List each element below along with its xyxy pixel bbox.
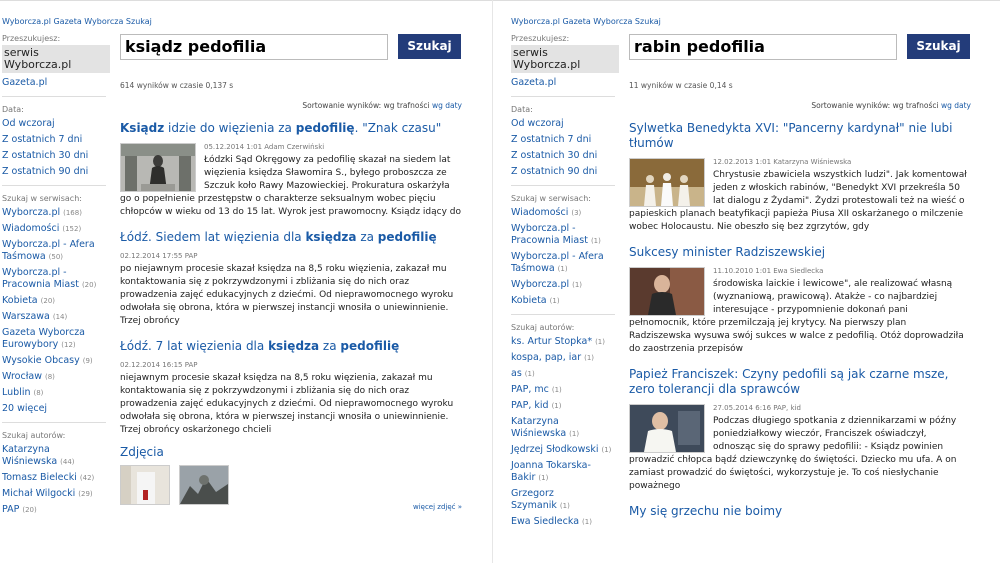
service-name: Gazeta Wyborcza Eurowybory [2,327,85,350]
author-count: (1) [601,446,612,454]
title-text: za [319,339,341,353]
service-count: (3) [571,209,582,217]
service-filter[interactable] [2,311,106,323]
result-snippet: po niejawnym procesie skazał księdza na 8,5 roku więzienia, zakazał mu kontaktowania się z pokrzywdzonymi i zbliżania się do nich oraz prowadzenia zajęć edukacyjnych z dziećmi. Od nieprawomocnego wyroku odwołała się obrona, która w pierwszej instancji wnosiła o uniewinnienie. Trzej obrońcy [120,264,454,326]
current-service: serwis Wyborcza.pl [511,45,619,73]
service-count: (20) [40,297,56,305]
service-filter[interactable] [2,387,106,399]
service-filter[interactable] [2,267,106,291]
services-label: Szukaj w serwisach: [2,194,82,203]
author-name: Ewa Siedlecka [511,516,580,527]
author-count: (1) [551,386,562,394]
service-count: (9) [82,357,93,365]
search-result [629,121,971,234]
service-name: Wyborcza.pl - Pracownia Miast [2,267,79,290]
author-filter[interactable] [511,416,615,440]
service-name: Wysokie Obcasy [2,355,80,366]
sidebar-divider [2,185,106,186]
sort-label: Sortowanie wyników: [811,101,891,110]
result-thumbnail[interactable] [629,267,705,316]
photo-thumbnail[interactable] [179,465,229,505]
result-title-link[interactable] [120,121,462,136]
service-filter[interactable] [2,371,106,383]
service-count: (8) [45,373,55,381]
search-in-label: Przeszukujesz: [2,34,61,43]
sidebar-divider [2,96,106,97]
author-filter[interactable] [511,336,615,348]
date-label: Data: [2,105,24,114]
more-photos-link[interactable]: więcej zdjęć » [412,503,462,511]
sidebar-divider [511,96,615,97]
search-bar [629,34,971,64]
result-count: 614 wyników w czasie 0,137 s [120,81,234,90]
service-filter[interactable] [2,207,106,219]
service-alt-link[interactable]: Gazeta.pl [511,77,557,88]
sort-by-relevance[interactable]: wg trafności [383,101,430,110]
title-text: . "Znak czasu" [354,121,442,135]
author-count: (1) [524,370,535,378]
search-in-label: Przeszukujesz: [511,34,570,43]
result-body [120,252,462,328]
search-button[interactable]: Szukaj [398,34,461,59]
service-count: (8) [33,389,44,397]
result-body [629,267,971,356]
left-search-panel [0,14,470,563]
service-filter[interactable] [511,251,615,275]
service-alt-link[interactable]: Gazeta.pl [2,77,48,88]
date-option[interactable]: Od wczoraj [2,118,55,129]
highlight: pedofilię [377,230,437,244]
service-count: (12) [61,341,76,349]
title-text: za [356,230,378,244]
author-count: (1) [569,430,580,438]
photo-thumbnail[interactable] [120,465,170,505]
author-filter[interactable] [2,472,106,484]
service-name: Kobieta [2,295,38,306]
author-filter-list [511,336,615,528]
panel-divider [492,0,493,563]
sort-label: Sortowanie wyników: [302,101,382,110]
service-name: Warszawa [2,311,50,322]
service-name: 20 więcej [2,403,48,414]
service-name: Kobieta [511,295,547,306]
highlight: księdza [268,339,320,353]
service-name: Wiadomości [511,207,569,218]
author-name: Michał Wilgocki [2,488,76,499]
author-count: (1) [551,402,562,410]
sort-by-relevance[interactable]: wg trafności [892,101,939,110]
author-name: as [511,368,522,379]
author-filter[interactable] [511,516,615,528]
author-count: (29) [78,490,93,498]
search-result [120,121,462,219]
service-name: Wyborcza.pl [2,207,61,218]
result-body [629,404,971,493]
search-bar [120,34,462,64]
date-filter-list [511,118,615,178]
service-count: (14) [52,313,68,321]
date-option[interactable]: Od wczoraj [511,118,564,129]
photos-heading[interactable]: Zdjęcia [120,445,164,459]
result-title-link[interactable]: Sukcesy minister Radziszewskiej [629,245,826,259]
result-meta: 05.12.2014 1:01 Adam Czerwiński [204,143,325,151]
author-count: (1) [582,518,592,526]
title-text: Łódź. Siedem lat więzienia dla [120,230,306,244]
service-name: Wyborcza.pl - Afera Taśmowa [511,251,604,274]
result-title-link[interactable]: Papież Franciszek: Czyny pedofili są jak czarne msze, zero tolerancji dla sprawców [629,367,949,396]
result-meta: 27.05.2014 6:16 PAP, kid [713,404,801,412]
result-body [120,143,462,219]
service-name: Wiadomości [2,223,60,234]
service-count: (1) [590,237,601,245]
service-count: (1) [572,281,583,289]
top-border [0,0,1000,5]
search-input[interactable]: rabin pedofilia [629,34,897,60]
search-result [629,367,971,493]
author-count: (1) [559,502,570,510]
result-body [120,361,462,437]
service-filter[interactable] [511,279,615,291]
service-filter[interactable] [2,239,106,263]
result-meta: 02.12.2014 17:55 PAP [120,252,198,260]
result-snippet: niejawnym procesie skazał księdza na 8,5 roku więzienia, zakazał mu kontaktowania się z pokrzywdzonymi i zbliżania się do nich oraz prowadzenia zajęć edukacyjnych z dziećmi. Od nieprawomocnego wyroku odwołała się obrona, która w pierwszej instancji wnosiła o uniewinnienie. Trzej obrońcy oskarżonego chcieli [120,373,454,435]
date-option[interactable]: Z ostatnich 7 dni [511,134,592,145]
service-count: (50) [48,253,64,261]
sort-by-date[interactable]: wg daty [940,101,971,110]
service-filter[interactable] [2,327,106,351]
author-name: Katarzyna Wiśniewska [511,416,567,439]
search-button[interactable]: Szukaj [907,34,970,59]
search-input[interactable]: ksiądz pedofilia [120,34,388,60]
left-results [120,14,462,511]
result-meta: 02.12.2014 16:15 PAP [120,361,198,369]
sidebar-divider [511,185,615,186]
result-snippet: Podczas długiego spotkania z dziennikarzami w późny poniedziałkowy wieczór, Franciszek oświadczył, odnosząc się do sprawy pedofilii: - Ksiądz powinien prowadzić chłopca bądź dziewczynkę do świętości. Dziecko mu ufa. A on zamiast prowadzić do świętości, wykorzystuje je. To coś niesłychanie poważnego [629,416,957,491]
service-name: Wyborcza.pl - Afera Taśmowa [2,239,95,262]
date-option[interactable]: Z ostatnich 7 dni [2,134,83,145]
right-results [629,14,971,519]
title-text: Łódź. 7 lat więzienia dla [120,339,269,353]
author-name: PAP [2,504,20,515]
search-result [629,245,971,356]
result-snippet: Łódzki Sąd Okręgowy za pedofilię skazał na siedem lat więzienia księdza Sławomira S., byłego proboszcza ze Szczuk koło Rawy Mazowieckiej. Prokuratura oskarżyła go o popełnienie przestępstw o charakterze seksualnym wobec pięciu chłopców w wieku od 13 do 15 lat. Wyrok jest prawomocny. Ksiądz idący do [120,155,462,217]
current-service: serwis Wyborcza.pl [2,45,110,73]
service-filter[interactable] [2,295,106,307]
author-name: Tomasz Bielecki [2,472,77,483]
author-filter[interactable] [511,400,615,412]
sidebar-divider [511,314,615,315]
date-option[interactable]: Z ostatnich 30 dni [511,150,598,161]
author-filter[interactable] [511,444,615,456]
authors-label: Szukaj autorów: [511,323,575,332]
author-filter[interactable] [511,368,615,380]
result-snippet: Chrystusie zbawiciela wszystkich ludzi". Jak komentował jeden z włoskich rabinów, "Benedykt XVI przekreśla 50 lat dialogu z Żydami". Żydzi protestowali też na wieść o papieskich planach beatyfikacji papieża Piusa XII oskarżanego o milczenie wobec Holocaustu. Nie obeszło się bez zgrzytów, gdy [629,170,967,232]
service-count: (20) [81,281,97,289]
service-filter[interactable] [2,355,106,367]
result-meta: 12.02.2013 1:01 Katarzyna Wiśniewska [713,158,852,166]
date-label: Data: [511,105,533,114]
author-name: Katarzyna Wiśniewska [2,444,58,467]
result-body [629,158,971,234]
author-name: Grzegorz Szymanik [511,488,557,511]
authors-label: Szukaj autorów: [2,431,66,440]
highlight: księdza [305,230,357,244]
search-result [120,230,462,328]
sidebar-divider [2,422,106,423]
breadcrumb[interactable]: Wyborcza.pl Gazeta Wyborcza Szukaj [2,17,152,26]
result-title-link[interactable] [120,230,462,245]
highlight: pedofilię [340,339,400,353]
date-option[interactable]: Z ostatnich 90 dni [511,166,598,177]
search-result [120,339,462,437]
search-result [629,504,971,519]
author-name: Jędrzej Słodkowski [511,444,599,455]
service-name: Wrocław [2,371,42,382]
author-filter[interactable] [2,504,106,516]
date-option[interactable]: Z ostatnich 90 dni [2,166,89,177]
author-count: (1) [584,354,595,362]
service-count: (1) [549,297,560,305]
result-title-link[interactable]: Sylwetka Benedykta XVI: "Pancerny kardynał" nie lubi tłumów [629,121,953,150]
author-name: kospa, pap, iar [511,352,582,363]
author-filter-list [2,444,106,516]
author-filter[interactable] [2,488,106,500]
service-count: (168) [63,209,82,217]
result-snippet: środowiska laickie i lewicowe", ale realizować własną (wyznaniową, prawicową). Atakże - co najbardziej interesujące - przypomnienie dokonań pani pełnomocnik, które przemilczają jej krytycy. Na pierwszy plan Radziszewska wysuwa swój sukces w walce z pedofilią. Otóż doprowadziła do zaostrzenia przepisów [629,279,964,354]
title-text: idzie do więzienia za [164,121,296,135]
right-sidebar [511,14,661,528]
highlight: Ksiądz [120,121,165,135]
author-filter[interactable] [511,460,615,484]
highlight: pedofilię [295,121,355,135]
service-count: (1) [557,265,568,273]
service-filter-list [2,207,106,415]
date-option[interactable]: Z ostatnich 30 dni [2,150,89,161]
service-name: Wyborcza.pl - Pracownia Miast [511,223,588,246]
date-filter-list [2,118,106,178]
author-filter[interactable] [511,352,615,364]
service-filter[interactable] [2,223,106,235]
author-filter[interactable] [2,444,106,468]
right-search-panel [509,14,979,563]
breadcrumb[interactable]: Wyborcza.pl Gazeta Wyborcza Szukaj [511,17,661,26]
author-count: (42) [79,474,95,482]
service-filter[interactable] [511,223,615,247]
result-thumbnail[interactable] [629,404,705,453]
sort-options [629,101,971,110]
services-label: Szukaj w serwisach: [511,194,591,203]
result-title-link[interactable]: My się grzechu nie boimy [629,504,783,518]
result-thumbnail[interactable] [629,158,705,207]
author-count: (1) [595,338,605,346]
service-filter-list [511,207,615,307]
result-thumbnail[interactable] [120,143,196,192]
author-name: ks. Artur Stopka* [511,336,593,347]
author-name: PAP, mc [511,384,549,395]
service-name: Lublin [2,387,31,398]
service-count: (152) [62,225,82,233]
sort-options [120,101,462,110]
author-name: PAP, kid [511,400,549,411]
result-count: 11 wyników w czasie 0,14 s [629,81,733,90]
author-count: (20) [22,506,37,514]
result-meta: 11.10.2010 1:01 Ewa Siedlecka [713,267,824,275]
service-filter[interactable] [511,295,615,307]
author-count: (1) [538,474,549,482]
service-filter[interactable] [511,207,615,219]
author-name: Joanna Tokarska-Bakir [511,460,591,483]
result-title-link[interactable] [120,339,462,354]
author-filter[interactable] [511,384,615,396]
photo-strip [120,459,462,505]
author-filter[interactable] [511,488,615,512]
service-name: Wyborcza.pl [511,279,570,290]
more-services-link[interactable] [2,403,106,415]
sort-by-date[interactable]: wg daty [431,101,462,110]
author-count: (44) [60,458,75,466]
